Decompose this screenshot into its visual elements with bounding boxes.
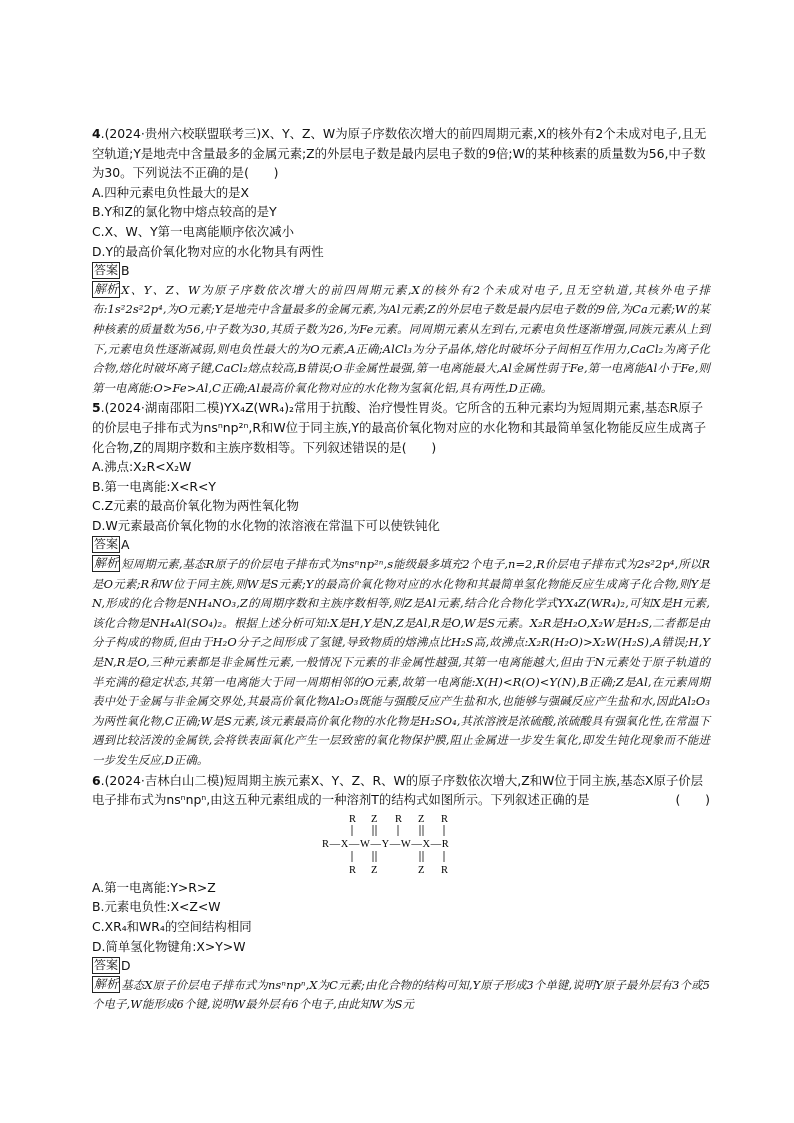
explain-tag: 解析 — [94, 281, 119, 296]
option-b: B.Y和Z的氯化物中熔点较高的是Y — [92, 204, 277, 220]
explanation-text: X、Y、Z、W为原子序数依次增大的前四周期元素,X的核外有2个未成对电子,且无空轨道,其核外电子排布:1s²2s²2p⁴,为O元素;Y是地壳中含量最多的金属元素,为Al元素;Z的外层电子数是最内层电子数的9倍,为Ca元素;W的某种核素的质量数为56,中子数为30,其质子数为26,为Fe元素。同周期元素从左到右,元素电负性逐渐增强,同族元素从上到下,元素电负性逐渐减弱,则电负性最大的为O元素,A正确;AlCl₃为分子晶体,熔化时破坏分子间相互作用力,CaCl₂为离子化合物,熔化时破坏离子键,CaCl₂熔点较高,B错误;O非金属性最强,第一电离能最大,Al金属性弱于Fe,第一电离能Al小于Fe,则第一电离能:O>Fe>Al,C正确;Al最高价氧化物对应的水化物为氢氧化铝,具有两性,D正确。 — [92, 282, 710, 395]
option-a: A.四种元素电负性最大的是X — [92, 184, 249, 200]
explain-tag: 解析 — [94, 556, 119, 571]
option-c: C.Z元素的最高价氧化物为两性氧化物 — [92, 498, 299, 514]
explanation-text: 短周期元素,基态R原子的价层电子排布式为nsⁿnp²ⁿ,s能级最多填充2个电子,n=2,R价层电子排布式为2s²2p⁴,所以R是O元素;R和W位于同主族,则W是S元素;Y的最高价氧化物对应的水化物和其最简单氢化物能反应生成离子化合物,则Y是N,形成的化合物是NH₄NO₃,Z的周期序数和主族序数相等,则Z是Al元素,结合化合物化学式YX₄Z(WR₄)₂,可知X是H元素,该化合物是NH₄Al(SO₄)₂。根据上述分析可知:X是H,Y是N,Z是Al,R是O,W是S元素。X₂R是H₂O,X₂W是H₂S,二者都是由分子构成的物质,但由于H₂O分子之间形成了氢键,导致物质的熔沸点比H₂S高,故沸点:X₂R(H₂O)>X₂W(H₂S),A错误;H,Y是N,R是O,三种元素都是非金属性元素,一般情况下元素的非金属性越强,其第一电离能越大,但由于N元素处于原子轨道的半充满的稳定状态,其第一电离能大于同一周期相邻的O元素,故第一电离能:X(H)<R(O)<Y(N),B正确;Z是Al,在元素周期表中处于金属与非金属交界处,其最高价氧化物Al₂O₃既能与强酸反应产生盐和水,也能够与强碱反应产生盐和水,因此Al₂O₃为两性氧化物,C正确;W是S元素,该元素最高价氧化物的水化物是H₂SO₄,其浓溶液是浓硫酸,浓硫酸具有强氧化性,在常温下遇到比较活泼的金属铁,会将铁表面氧化产生一层致密的氧化物保护膜,阻止金属进一步发生氧化,即发生钝化现象而不能进一步发生反应,D正确。 — [92, 557, 710, 767]
question-4 — [92, 124, 710, 183]
answer-bracket: ( ) — [675, 792, 710, 808]
atom-label: R — [441, 864, 449, 876]
main-chain: R—X—W—Y—W—X—R — [322, 838, 450, 850]
answer-line — [92, 956, 710, 976]
document-page — [92, 124, 710, 1015]
explain-tag: 解析 — [94, 976, 119, 991]
atom-label: Z — [418, 864, 425, 876]
option-d: D.W元素最高价氧化物的水化物的浓溶液在常温下可以使铁钝化 — [92, 517, 440, 533]
question-number: 6 — [92, 772, 101, 788]
atom-label: R — [349, 813, 357, 825]
question-number: 5 — [92, 400, 101, 416]
explanation-text: 基态X原子价层电子排布式为nsⁿnpⁿ,X为C元素;由化合物的结构可知,Y原子形成3个单键,说明Y原子最外层有3个或5个电子,W能形成6个键,说明W最外层有6个电子,由此知W为S元 — [92, 977, 710, 1012]
question-5 — [92, 398, 710, 457]
structure-svg — [322, 812, 482, 876]
option-b: B.第一电离能:X<R<Y — [92, 478, 216, 494]
question-text: .(2024·湖南邵阳二模)YX₄Z(WR₄)₂常用于抗酸、治疗慢性胃炎。它所含的五种元素均为短周期元素,基态R原子的价层电子排布式为nsⁿnp²ⁿ,R和W位于同主族,Y的最高价氧化物对应的水化物和其最简单氢化物能反应生成离子化合物,Z的周期序数和主族序数相等。下列叙述错误的是( ) — [92, 400, 706, 455]
question-text: .(2024·贵州六校联盟联考三)X、Y、Z、W为原子序数依次增大的前四周期元素,X的核外有2个未成对电子,且无空轨道;Y是地壳中含量最多的金属元素;Z的外层电子数是最内层电子数的9倍;W的某种核素的质量数为56,中子数为30。下列说法不正确的是( ) — [92, 126, 707, 181]
explanation — [92, 281, 710, 399]
option-c: C.X、W、Y第一电离能顺序依次减小 — [92, 223, 294, 239]
answer-tag: 答案 — [94, 958, 119, 973]
structure-formula — [92, 812, 710, 876]
answer-value: B — [121, 263, 130, 279]
option-d: D.简单氢化物键角:X>Y>W — [92, 938, 246, 954]
answer-tag: 答案 — [94, 263, 119, 278]
answer-value: A — [121, 537, 130, 553]
atom-label: R — [349, 864, 357, 876]
answer-tag: 答案 — [94, 537, 119, 552]
atom-label: Z — [371, 864, 378, 876]
option-b: B.元素电负性:X<Z<W — [92, 899, 221, 915]
atom-label: R — [441, 813, 449, 825]
answer-line — [92, 535, 710, 555]
question-number: 4 — [92, 126, 101, 141]
question-text: .(2024·吉林白山二模)短周期主族元素X、Y、Z、R、W的原子序数依次增大,Z和W位于同主族,基态X原子价层电子排布式为nsⁿnpⁿ,由这五种元素组成的一种溶剂T的结构式如图所示。下列叙述正确的是 — [92, 772, 704, 808]
question-6 — [92, 771, 710, 810]
option-c: C.XR₄和WR₄的空间结构相同 — [92, 918, 252, 934]
option-d: D.Y的最高价氧化物对应的水化物具有两性 — [92, 243, 324, 259]
atom-label: R — [395, 813, 403, 825]
answer-value: D — [121, 958, 131, 974]
atom-label: Z — [418, 813, 425, 825]
atom-label: Z — [371, 813, 378, 825]
explanation — [92, 555, 710, 771]
answer-line — [92, 261, 710, 281]
explanation — [92, 976, 710, 1015]
option-a: A.沸点:X₂R<X₂W — [92, 459, 192, 475]
option-a: A.第一电离能:Y>R>Z — [92, 879, 216, 895]
